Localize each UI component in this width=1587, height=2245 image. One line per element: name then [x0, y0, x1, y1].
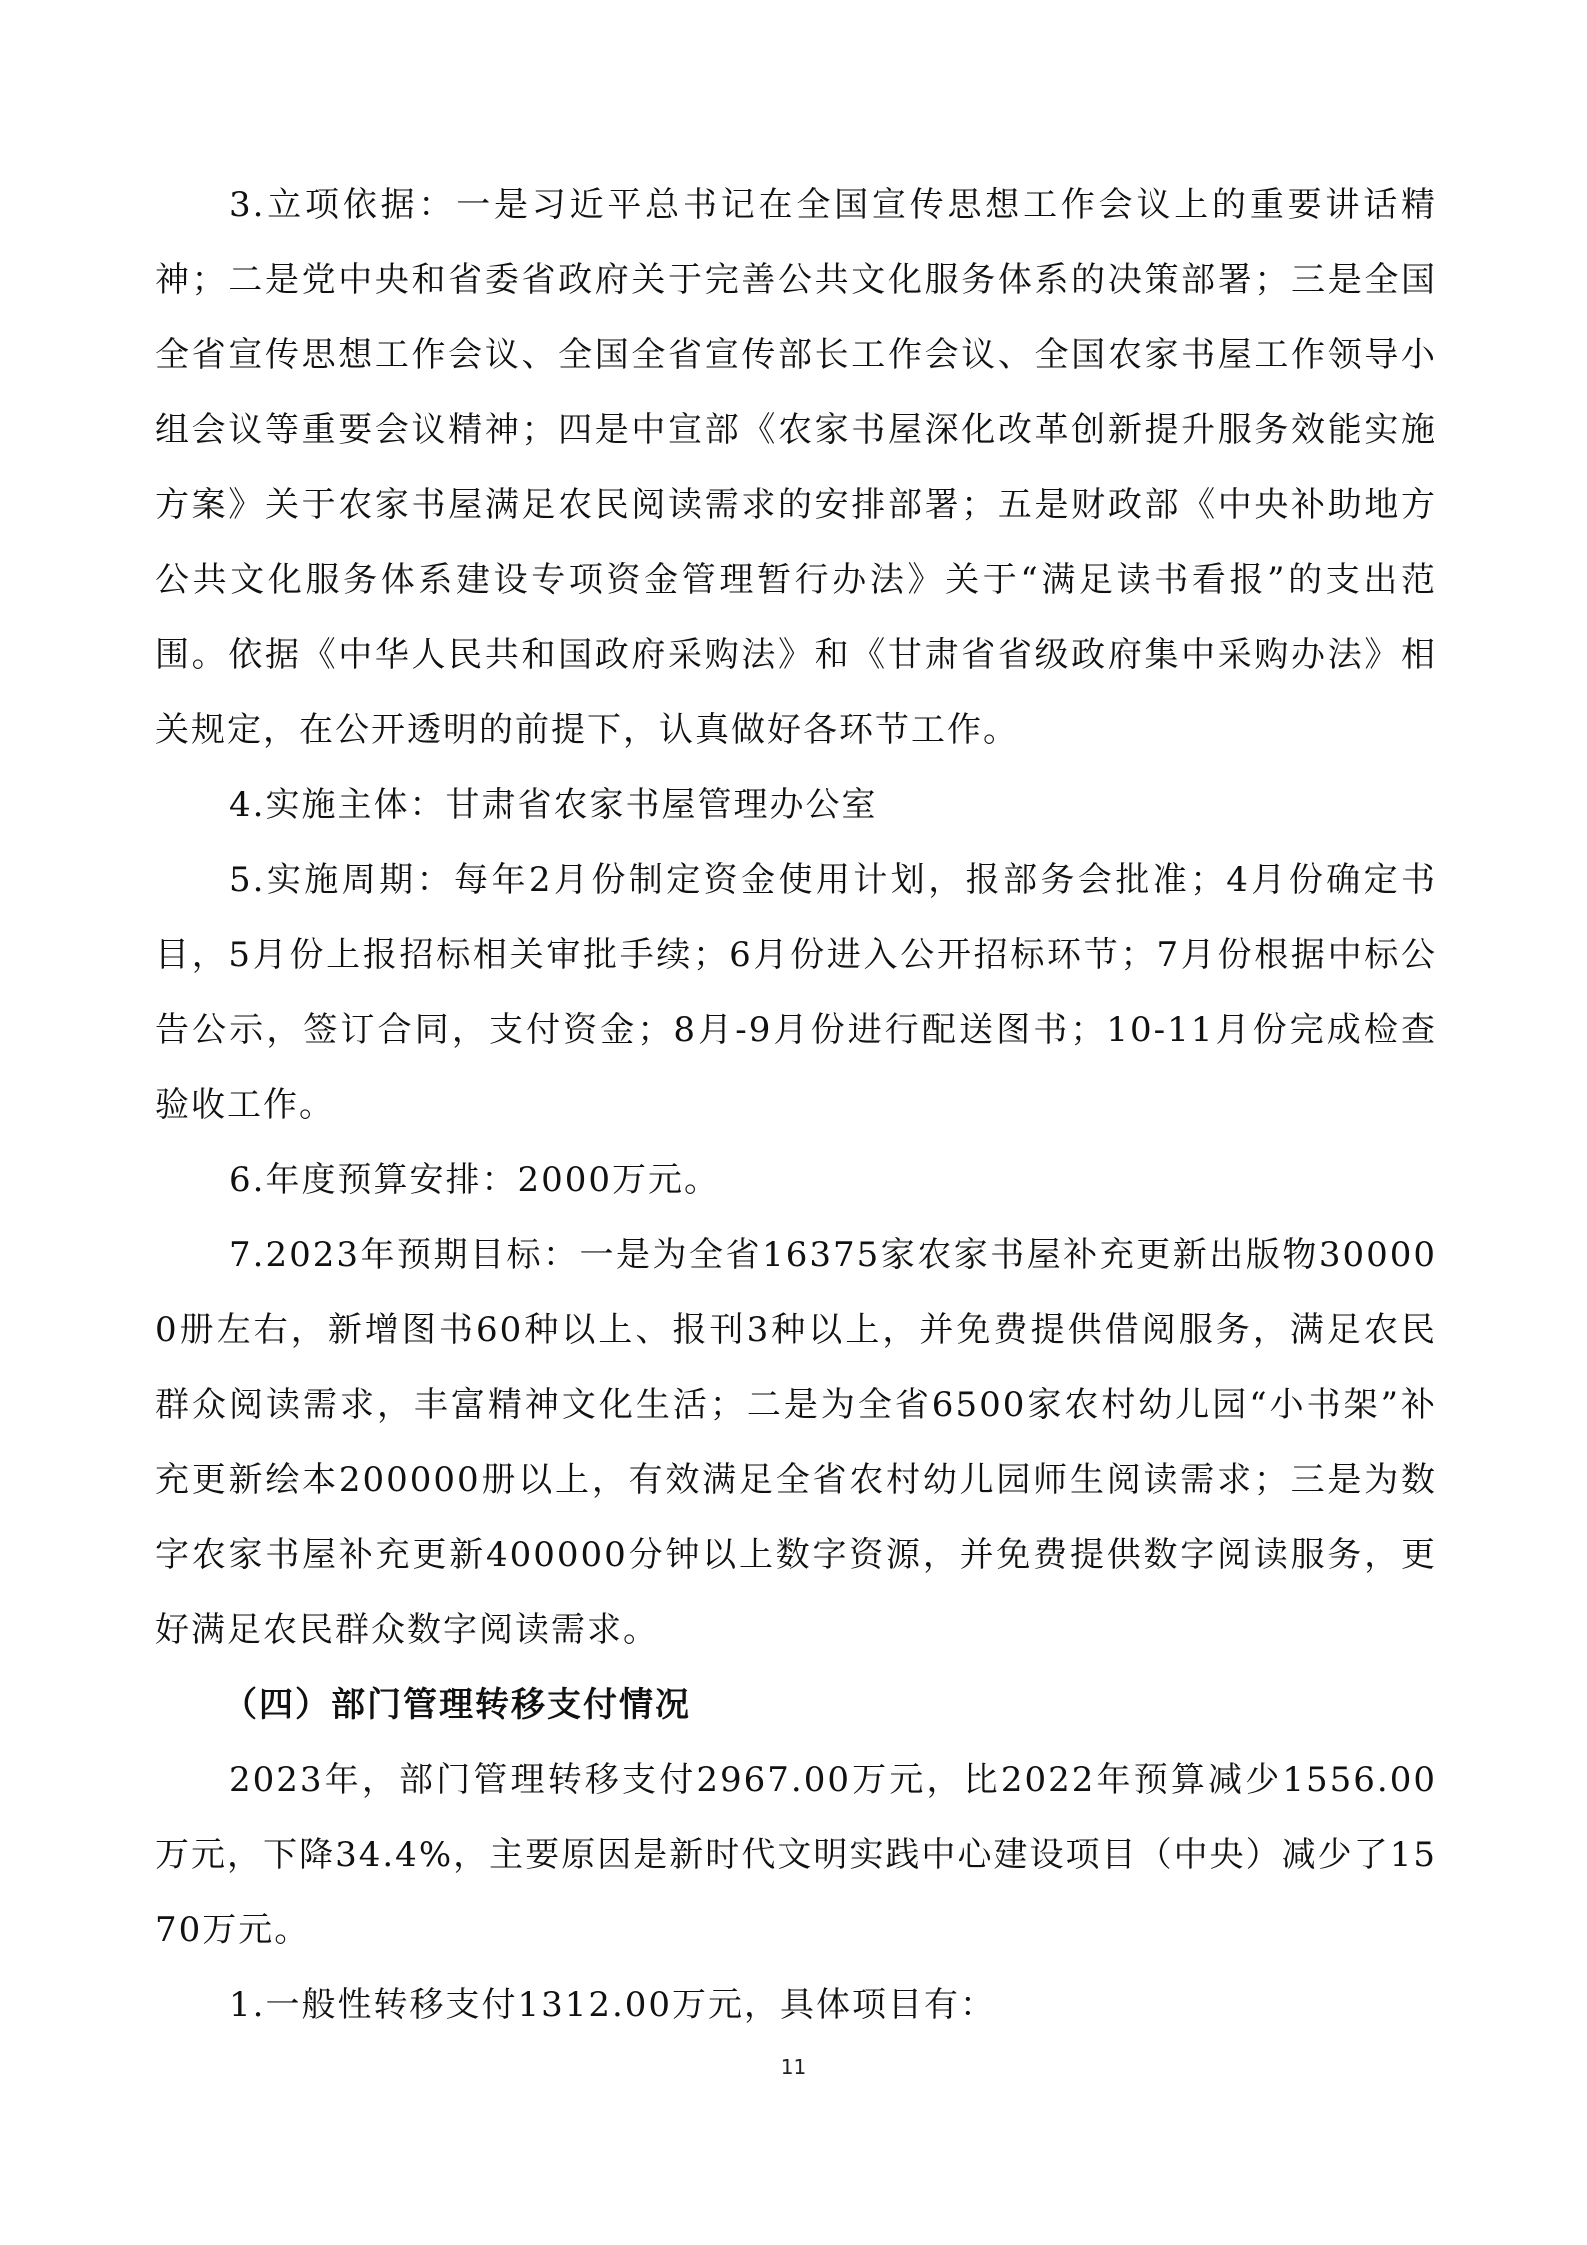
page-number: 11: [780, 2055, 807, 2079]
paragraph-transfer-payment-summary: 2023年，部门管理转移支付2967.00万元，比2022年预算减少1556.00万元，下降34.4%，主要原因是新时代文明实践中心建设项目（中央）减少了1570万元。: [155, 1760, 1437, 1950]
paragraph-implementation-period: 5.实施周期：每年2月份制定资金使用计划，报部务会批准；4月份确定书目，5月份上报招标相关审批手续；6月份进入公开招标环节；7月份根据中标公告公示，签订合同，支付资金；8月-9月份进行配送图书；10-11月份完成检查验收工作。: [155, 860, 1437, 1125]
paragraph-project-basis: 3.立项依据：一是习近平总书记在全国宣传思想工作会议上的重要讲话精神；二是党中央和省委省政府关于完善公共文化服务体系的决策部署；三是全国全省宣传思想工作会议、全国全省宣传部长工作会议、全国农家书屋工作领导小组会议等重要会议精神；四是中宣部《农家书屋深化改革创新提升服务效能实施方案》关于农家书屋满足农民阅读需求的安排部署；五是财政部《中央补助地方公共文化服务体系建设专项资金管理暂行办法》关于“满足读书看报”的支出范围。依据《中华人民共和国政府采购法》和《甘肃省省级政府集中采购办法》相关规定，在公开透明的前提下，认真做好各环节工作。: [155, 185, 1437, 750]
page-body: [155, 168, 1437, 2043]
paragraph-general-transfer-payment: 1.一般性转移支付1312.00万元，具体项目有：: [229, 1985, 997, 2025]
paragraph-expected-goals: 7.2023年预期目标：一是为全省16375家农家书屋补充更新出版物300000册左右，新增图书60种以上、报刊3种以上，并免费提供借阅服务，满足农民群众阅读需求，丰富精神文化生活；二是为全省6500家农村幼儿园“小书架”补充更新绘本200000册以上，有效满足全省农村幼儿园师生阅读需求；三是为数字农家书屋补充更新400000分钟以上数字资源，并免费提供数字阅读服务，更好满足农民群众数字阅读需求。: [155, 1235, 1437, 1650]
section-heading: （四）部门管理转移支付情况: [223, 1685, 691, 1725]
paragraph-annual-budget: 6.年度预算安排：2000万元。: [229, 1160, 720, 1200]
paragraph-implementing-entity: 4.实施主体：甘肃省农家书屋管理办公室: [229, 785, 878, 825]
